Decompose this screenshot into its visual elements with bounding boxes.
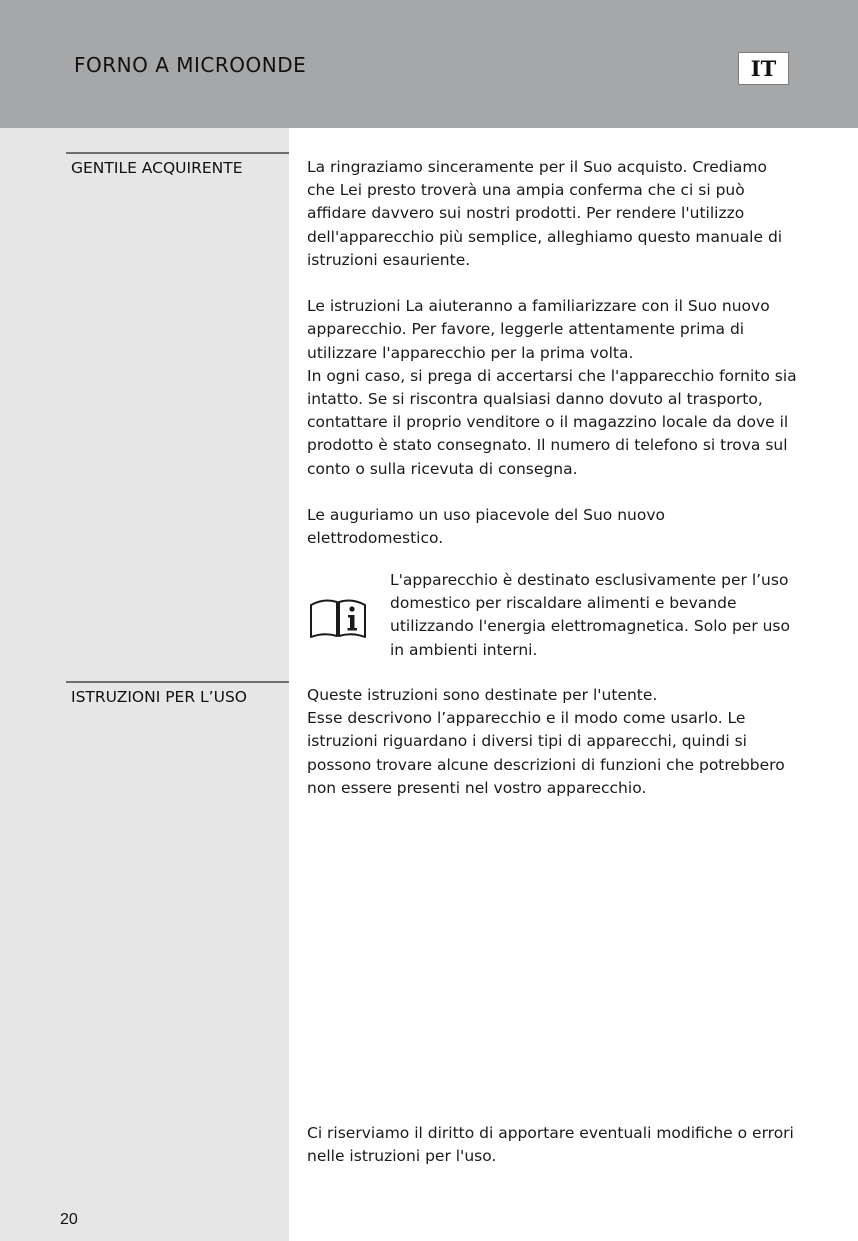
paragraph-thanks: La ringraziamo sinceramente per il Suo acquisto. Crediamo che Lei presto troverà una ampia conferma che ci si può affidare davvero sui nostri prodotti. Per rendere l'utilizzo dell'apparecchio più semplice, alleghiamo questo manuale di istruzioni esauriente. — [307, 158, 783, 269]
paragraph-intended-for-user: Queste istruzioni sono destinate per l'utente. — [307, 686, 658, 704]
page-number: 20 — [60, 1211, 78, 1228]
info-manual-icon — [308, 597, 368, 639]
paragraph-wishes: Le auguriamo un uso piacevole del Suo nuovo elettrodomestico. — [307, 506, 665, 548]
note-domestic-use: L'apparecchio è destinato esclusivamente per l’uso domestico per riscaldare alimenti e bevande utilizzando l'energia elettromagnetica. Solo per uso in ambienti interni. — [390, 571, 790, 659]
paragraph-instructions: Le istruzioni La aiuteranno a familiarizzare con il Suo nuovo apparecchio. Per favore, leggerle attentamente prima di utilizzare l'apparecchio per la prima volta. — [307, 297, 770, 362]
paragraph-check-damage: In ogni caso, si prega di accertarsi che l'apparecchio fornito sia intatto. Se si riscontra qualsiasi danno dovuto al trasporto, contattare il proprio venditore o il magazzino locale da dove il prodotto è stato consegnato. Il numero di telefono si trova sul conto o sulla ricevuta di consegna. — [307, 366, 797, 478]
section-body-istruzioni-per-uso — [307, 684, 797, 800]
section-heading-istruzioni-per-uso: ISTRUZIONI PER L’USO — [66, 681, 289, 706]
footer-disclaimer: Ci riserviamo il diritto di apportare eventuali modifiche o errori nelle istruzioni per l'uso. — [307, 1124, 794, 1166]
section-heading-gentile-acquirente: GENTILE ACQUIRENTE — [66, 152, 289, 177]
page-header — [0, 0, 858, 128]
language-badge: IT — [738, 52, 789, 85]
paragraph-describes-appliance: Esse descrivono l’apparecchio e il modo come usarlo. Le istruzioni riguardano i diversi tipi di apparecchi, quindi si possono trovare alcune descrizioni di funzioni che potrebbero non essere presenti nel vostro apparecchio. — [307, 709, 785, 797]
document-title: FORNO A MICROONDE — [74, 53, 307, 77]
section-body-gentile-acquirente — [307, 156, 797, 550]
